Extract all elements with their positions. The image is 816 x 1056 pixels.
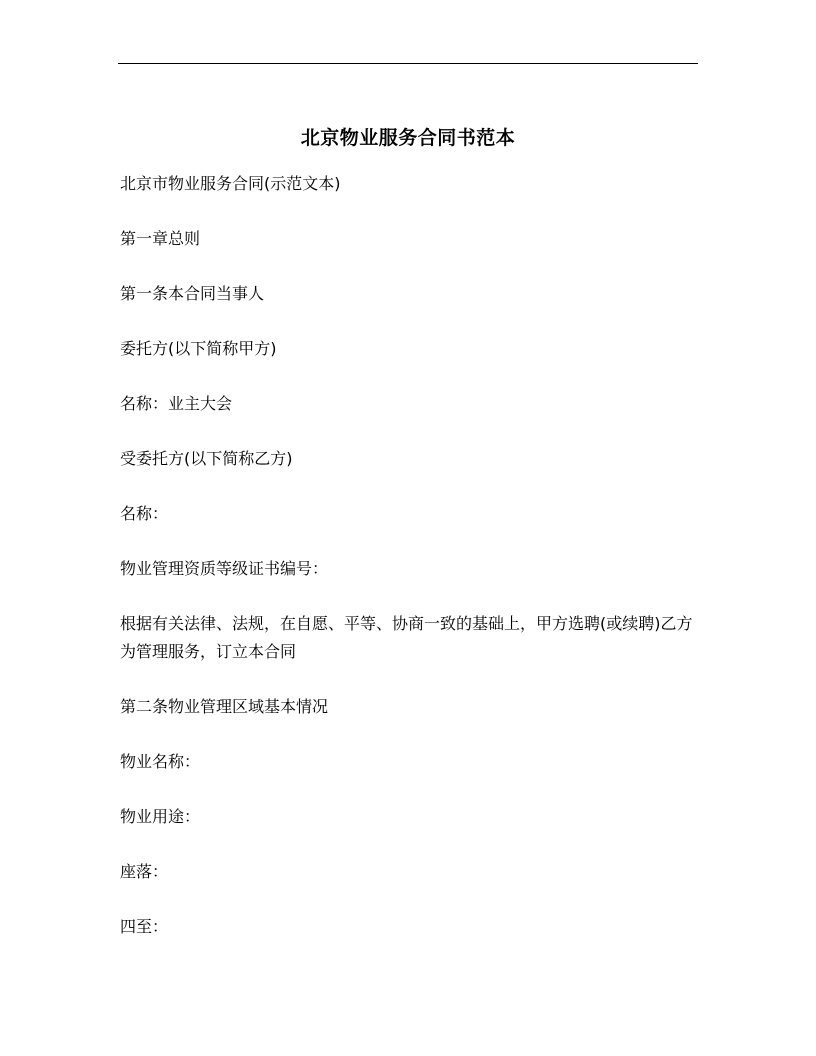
paragraph-boundaries: 四至： (120, 917, 169, 936)
paragraph-party-a-label: 委托方(以下简称甲方) (120, 339, 277, 358)
paragraph-party-b-label: 受委托方(以下简称乙方) (120, 449, 293, 468)
header-rule (118, 63, 698, 64)
paragraph-party-b-name: 名称： (120, 504, 169, 523)
paragraph-location: 座落： (120, 862, 169, 881)
document-body (120, 170, 698, 968)
paragraph-basis-statement: 根据有关法律、法规，在自愿、平等、协商一致的基础上，甲方选聘(或续聘)乙方为管理服务，订立本合同 (120, 614, 693, 661)
paragraph-subtitle: 北京市物业服务合同(示范文本) (120, 174, 341, 193)
paragraph-chapter-heading: 第一章总则 (120, 229, 201, 248)
paragraph-certificate-number: 物业管理资质等级证书编号： (120, 559, 329, 578)
document-title: 北京物业服务合同书范本 (300, 127, 516, 149)
paragraph-property-name: 物业名称： (120, 752, 201, 771)
paragraph-article-1-heading: 第一条本合同当事人 (120, 284, 265, 303)
paragraph-article-2-heading: 第二条物业管理区域基本情况 (120, 697, 329, 716)
paragraph-party-a-name: 名称：业主大会 (120, 394, 233, 413)
paragraph-property-use: 物业用途： (120, 807, 201, 826)
